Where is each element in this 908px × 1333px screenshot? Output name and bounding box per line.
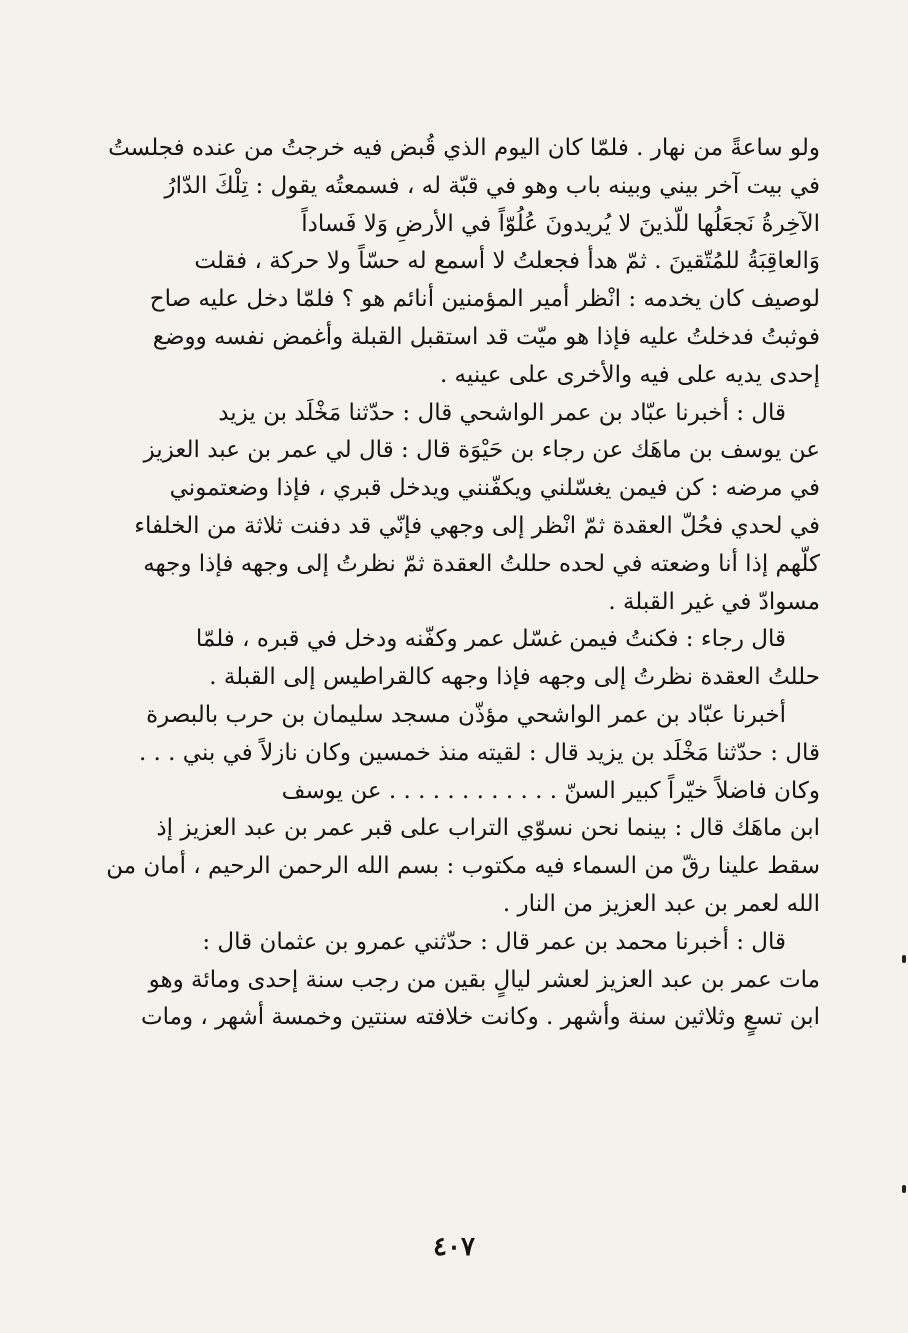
paragraph [95, 621, 820, 697]
text-line: وكان فاضلاً خيّراً كبير السنّ . . . . . . . . . . . . عن يوسف [281, 777, 820, 804]
text-line: سقط علينا رقّ من السماء فيه مكتوب : بسم الله الرحمن الرحيم ، أمان من [106, 853, 820, 880]
paragraph [95, 395, 820, 622]
text-line: ابن تسعٍ وثلاثين سنة وأشهر . وكانت خلافته سنتين وخمسة أشهر ، ومات [141, 1004, 820, 1031]
body-text [95, 130, 820, 1037]
text-line: الله لعمر بن عبد العزيز من النار . [502, 890, 820, 917]
text-line: مات عمر بن عبد العزيز لعشر ليالٍ بقين من رجب سنة إحدى ومائة وهو [148, 966, 820, 993]
text-line: في لحدي فحُلّ العقدة ثمّ انْظر إلى وجهي فإنّي قد دفنت ثلاثة من الخلفاء [134, 512, 820, 539]
margin-mark [902, 955, 906, 963]
text-line: عن يوسف بن ماهَك عن رجاء بن حَيْوَة قال : قال لي عمر بن عبد العزيز [143, 437, 820, 464]
text-line: في مرضه : كن فيمن يغسّلني ويكفّنني ويدخل قبري ، فإذا وضعتموني [169, 475, 820, 502]
paragraph [95, 924, 820, 1037]
text-line: حللتُ العقدة نظرتُ إلى وجهه فإذا وجهه كالقراطيس إلى القبلة . [209, 664, 820, 691]
text-line: الآخِرةُ نَجعَلُها للّذينَ لا يُريدونَ عُلُوّاً في الأرضِ وَلا فَساداً [301, 210, 820, 237]
paragraph [95, 130, 820, 395]
paragraph [95, 697, 820, 924]
text-line: ولو ساعةً من نهار . فلمّا كان اليوم الذي قُبض فيه خرجتُ من عنده فجلستُ [108, 135, 820, 161]
text-line: مسوادّ في غير القبلة . [608, 588, 820, 615]
text-line: وَالعاقِبَةُ للمُتّقينَ . ثمّ هدأ فجعلتُ لا أسمع له حسّاً ولا حركة ، فقلت [194, 248, 820, 275]
text-line: لوصيف كان يخدمه : انْظر أمير المؤمنين أنائم هو ؟ فلمّا دخل عليه صاح [149, 286, 820, 313]
text-line: قال : حدّثنا مَخْلَد بن يزيد قال : لقيته منذ خمسين وكان نازلاً في بني . . . [138, 739, 820, 766]
text-line: قال : أخبرنا محمد بن عمر قال : حدّثني عمرو بن عثمان قال : [202, 928, 786, 955]
text-line: قال رجاء : فكنتُ فيمن غسّل عمر وكفّنه ودخل في قبره ، فلمّا [195, 626, 786, 653]
margin-mark [902, 1185, 906, 1193]
text-line: إحدى يديه على فيه والأخرى على عينيه . [439, 361, 820, 388]
page-number: ٤٠٧ [433, 1232, 475, 1262]
text-line: قال : أخبرنا عبّاد بن عمر الواشحي قال : حدّثنا مَخْلَد بن يزيد [218, 399, 786, 426]
text-line: في بيت آخر بيني وبينه باب وهو في قبّة له ، فسمعتُه يقول : تِلْكَ الدّارُ [164, 172, 820, 199]
text-line: ابن ماهَك قال : بينما نحن نسوّي التراب على قبر عمر بن عبد العزيز إذ [156, 815, 820, 842]
text-line: أخبرنا عبّاد بن عمر الواشحي مؤذّن مسجد سليمان بن حرب بالبصرة [146, 701, 786, 728]
text-line: كلّهم إذا أنا وضعته في لحده حللتُ العقدة ثمّ نظرتُ إلى وجهه فإذا وجهه [143, 550, 820, 577]
text-line: فوثبتُ فدخلتُ عليه فإذا هو ميّت قد استقبل القبلة وأغمض نفسه ووضع [152, 323, 820, 350]
